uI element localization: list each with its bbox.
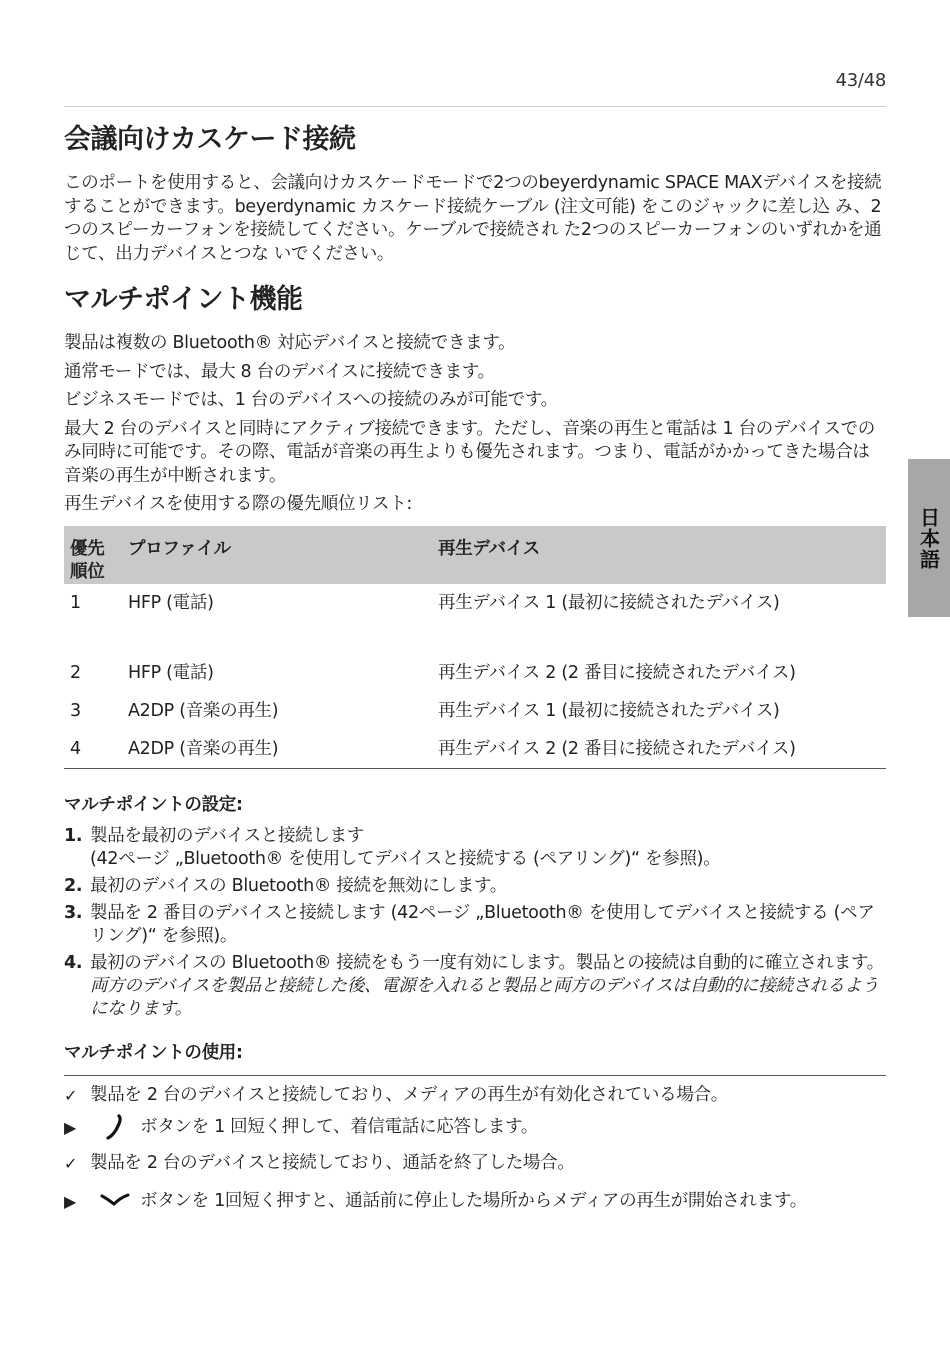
setup-step bbox=[64, 875, 886, 898]
usage-list bbox=[64, 1084, 886, 1213]
column-header-profile: プロファイル bbox=[128, 538, 231, 559]
setup-step bbox=[64, 952, 886, 1021]
step-text: 最初のデバイスの Bluetooth® 接続をもう一度有効にします。製品との接続は自動的に確立されます。 bbox=[90, 952, 884, 973]
usage-text: ボタンを 1回短く押すと、通話前に停止した場所からメディアの再生が開始されます。 bbox=[140, 1190, 807, 1211]
step-number: 2. bbox=[64, 875, 83, 896]
cell-device: 再生デバイス 2 (2 番目に接続されたデバイス) bbox=[438, 662, 796, 683]
page-number: 43/48 bbox=[835, 70, 886, 91]
cell-profile: A2DP (音楽の再生) bbox=[128, 700, 279, 721]
table-row bbox=[64, 692, 886, 730]
step-text: 最初のデバイスの Bluetooth® 接続を無効にします。 bbox=[90, 875, 507, 896]
setup-steps bbox=[64, 825, 886, 1021]
step-number: 4. bbox=[64, 952, 83, 973]
usage-heading: マルチポイントの使用: bbox=[64, 1042, 243, 1063]
cell-priority: 1 bbox=[70, 592, 81, 613]
cell-priority: 4 bbox=[64, 730, 122, 769]
check-icon: ✓ bbox=[64, 1085, 78, 1105]
language-tab bbox=[908, 459, 950, 617]
multipoint-paragraph: 通常モードでは、最大 8 台のデバイスに接続できます。 bbox=[64, 361, 495, 382]
multipoint-heading: マルチポイント機能 bbox=[64, 284, 303, 315]
cell-device: 再生デバイス 1 (最初に接続されたデバイス) bbox=[438, 700, 780, 721]
cascade-heading: 会議向けカスケード接続 bbox=[64, 124, 356, 155]
table-row bbox=[64, 584, 886, 654]
page-content bbox=[64, 118, 886, 1213]
usage-condition bbox=[64, 1152, 886, 1175]
step-note: 両方のデバイスを製品と接続した後、電源を入れると製品と両方のデバイスは自動的に接続されるようになります。 bbox=[90, 975, 879, 1019]
hang-up-icon bbox=[100, 1186, 130, 1216]
cascade-body: このポートを使用すると、会議向けカスケードモードで2つのbeyerdynamic SPACE MAXデバイスを接続することができます。beyerdynamic カスケード接続ケーブル (注文可能) をこのジャックに差し込 み、2つのスピーカーフォンを接続してください。ケーブルで接続され た2つのスピーカーフォンのいずれかを通じて、出力デバイスとつな いでください。 bbox=[64, 173, 882, 264]
usage-action bbox=[64, 1116, 886, 1139]
table-row bbox=[64, 654, 886, 692]
usage-header bbox=[64, 1041, 886, 1076]
cascade-section bbox=[64, 118, 886, 266]
setup-heading: マルチポイントの設定: bbox=[64, 794, 243, 815]
cell-profile: HFP (電話) bbox=[128, 662, 214, 683]
cell-profile: A2DP (音楽の再生) bbox=[122, 730, 432, 769]
header-divider bbox=[64, 106, 886, 107]
multipoint-section bbox=[64, 278, 886, 517]
table-row bbox=[64, 730, 886, 769]
cell-priority: 3 bbox=[70, 700, 81, 721]
setup-step bbox=[64, 902, 886, 948]
step-text: 製品を 2 番目のデバイスと接続します (42ページ „Bluetooth® を使用してデバイスと接続する (ペアリング)“ を参照)。 bbox=[90, 902, 875, 946]
usage-text: 製品を 2 台のデバイスと接続しており、通話を終了した場合。 bbox=[90, 1152, 575, 1173]
multipoint-paragraph: 最大 2 台のデバイスと同時にアクティブ接続できます。ただし、音楽の再生と電話は 1 台のデバイスでのみ同時に可能です。その際、電話が音楽の再生よりも優先されます。つまり、電話がかかってきた場合は音楽の再生が中断されます。 bbox=[64, 418, 875, 486]
step-text: 製品を最初のデバイスと接続します bbox=[90, 825, 364, 846]
check-icon: ✓ bbox=[64, 1153, 78, 1173]
multipoint-paragraph: ビジネスモードでは、1 台のデバイスへの接続のみが可能です。 bbox=[64, 390, 558, 410]
column-header-priority: 優先順位 bbox=[70, 538, 105, 582]
usage-action bbox=[64, 1190, 886, 1213]
setup-step bbox=[64, 825, 886, 871]
arrow-bullet-icon: ▶ bbox=[64, 1191, 77, 1211]
arrow-bullet-icon: ▶ bbox=[64, 1117, 77, 1137]
phone-answer-icon bbox=[100, 1112, 130, 1142]
language-tab-label: 日本語 bbox=[916, 506, 941, 570]
priority-table bbox=[64, 526, 886, 769]
usage-text: 製品を 2 台のデバイスと接続しており、メディアの再生が有効化されている場合。 bbox=[90, 1084, 728, 1105]
step-number: 1. bbox=[64, 825, 83, 846]
column-header-device: 再生デバイス bbox=[438, 538, 540, 559]
usage-text: ボタンを 1 回短く押して、着信電話に応答します。 bbox=[140, 1116, 539, 1137]
cell-priority: 2 bbox=[70, 662, 81, 683]
step-number: 3. bbox=[64, 902, 83, 923]
step-reference: (42ページ „Bluetooth® を使用してデバイスと接続する (ペアリング)“ を参照)。 bbox=[90, 848, 721, 869]
table-header-row bbox=[64, 526, 886, 584]
multipoint-paragraph: 製品は複数の Bluetooth® 対応デバイスと接続できます。 bbox=[64, 333, 516, 353]
priority-list-intro: 再生デバイスを使用する際の優先順位リスト: bbox=[64, 494, 413, 514]
cell-device: 再生デバイス 1 (最初に接続されたデバイス) bbox=[438, 592, 780, 613]
cell-profile: HFP (電話) bbox=[128, 592, 214, 613]
usage-condition bbox=[64, 1084, 886, 1107]
cell-device: 再生デバイス 2 (2 番目に接続されたデバイス) bbox=[432, 730, 886, 769]
